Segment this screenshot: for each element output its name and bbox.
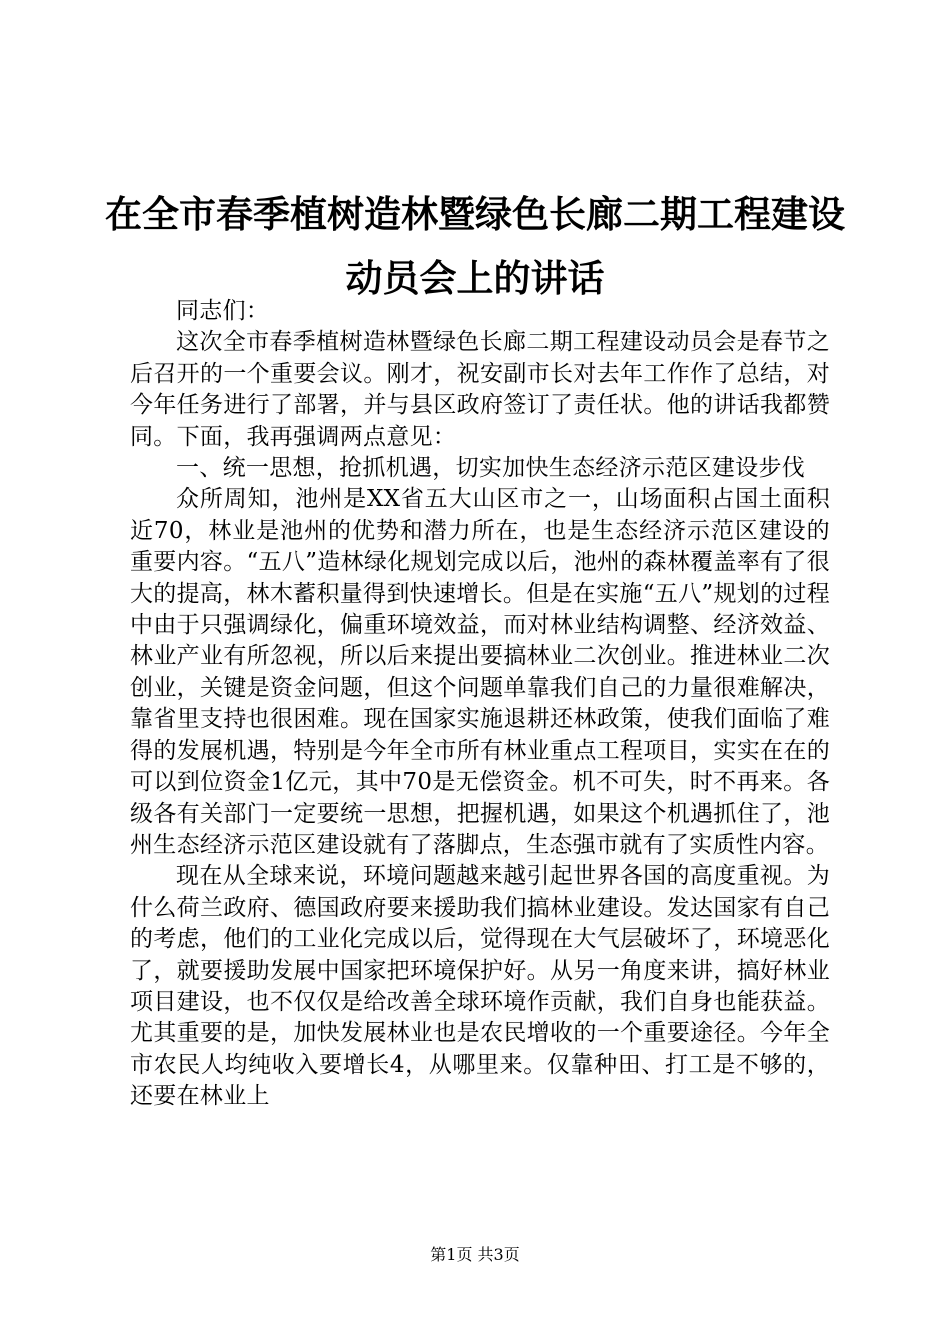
section-heading: 一、统一思想，抢抓机遇，切实加快生态经济示范区建设步伐 <box>176 455 806 482</box>
paragraph: 众所周知，池州是XX省五大山区市之一，山场面积占国土面积近70，林业是池州的优势和潜力所在，也是生态经济示范区建设的重要内容。“五八”造林绿化规划完成以后，池州的森林覆盖率有了很大的提高，林木蓄积量得到快速增长。但是在实施“五八”规划的过程中由于只强调绿化，偏重环境效益，而对林业结构调整、经济效益、林业产业有所忽视，所以后来提出要搞林业二次创业。推进林业二次创业，关键是资金问题，但这个问题单靠我们自己的力量很难解决，靠省里支持也很困难。现在国家实施退耕还林政策，使我们面临了难得的发展机遇，特别是今年全市所有林业重点工程项目，实实在在的可以到位资金1亿元，其中70是无偿资金。机不可失，时不再来。各级各有关部门一定要统一思想，把握机遇，如果这个机遇抓住了，池州生态经济示范区建设就有了落脚点，生态强市就有了实质性内容。 <box>130 486 830 858</box>
document-title <box>100 182 850 310</box>
document-body <box>130 296 830 1113</box>
salutation: 同志们： <box>176 298 270 324</box>
paragraph: 现在从全球来说，环境问题越来越引起世界各国的高度重视。为什么荷兰政府、德国政府要来援助我们搞林业建设。发达国家有自己的考虑，他们的工业化完成以后，觉得现在大气层破坏了，环境恶化了，就要援助发展中国家把环境保护好。从另一角度来讲，搞好林业项目建设，也不仅仅是给改善全球环境作贡献，我们自身也能获益。尤其重要的是，加快发展林业也是农民增收的一个重要途径。今年全市农民人均纯收入要增长4，从哪里来。仅靠种田、打工是不够的，还要在林业上 <box>130 863 830 1110</box>
page-footer: 第1页 共3页 <box>430 1245 520 1264</box>
title-line-1: 在全市春季植树造林暨绿色长廊二期工程建设 <box>105 192 845 236</box>
title-line-2: 动员会上的讲话 <box>345 256 605 300</box>
paragraph: 这次全市春季植树造林暨绿色长廊二期工程建设动员会是春节之后召开的一个重要会议。刚才，祝安副市长对去年工作作了总结，对今年任务进行了部署，并与县区政府签订了责任状。他的讲话我都赞同。下面，我再强调两点意见： <box>130 329 830 450</box>
